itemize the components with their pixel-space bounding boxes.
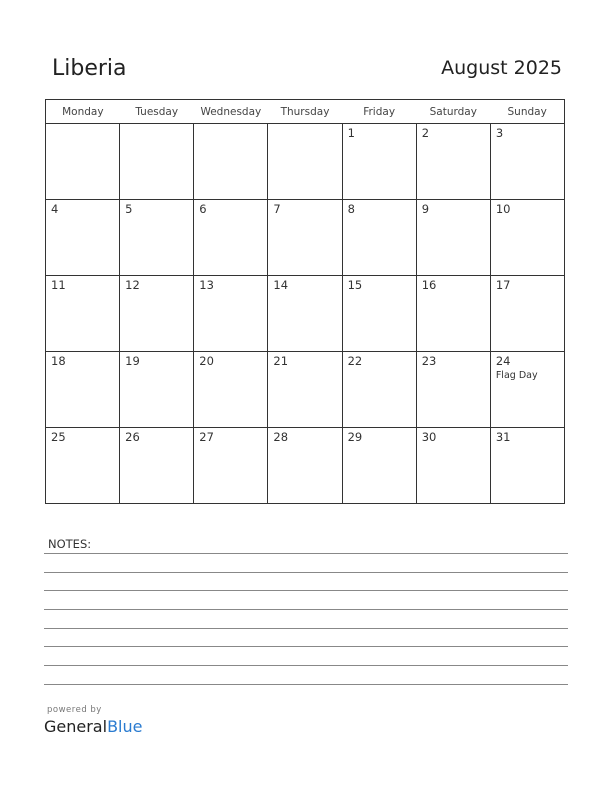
day-number: 31 [495,430,511,444]
week-row [46,124,565,200]
day-number: 21 [273,354,289,368]
day-number: 14 [273,278,289,292]
day-cell [416,200,490,276]
day-number: 19 [125,354,140,368]
day-cell [268,200,342,276]
day-cell [194,352,268,428]
note-line [44,646,568,647]
day-number: 24 [495,354,511,368]
weekday-header-row [46,100,565,124]
note-line [44,628,568,629]
day-number: 2 [421,126,430,140]
week-row [46,428,565,504]
powered-by-text: powered by [47,705,102,715]
note-line [44,590,568,591]
day-number: 10 [495,202,511,216]
day-cell [268,276,342,352]
day-cell [46,428,120,504]
day-cell [120,200,194,276]
note-line [44,553,568,554]
day-number: 11 [51,278,66,292]
day-number: 4 [51,202,59,216]
day-number: 30 [421,430,437,444]
day-number: 23 [421,354,437,368]
brand-blue: Blue [107,717,143,736]
day-number: 16 [421,278,437,292]
weekday-header: Monday [46,100,120,124]
weekday-header: Wednesday [194,100,268,124]
day-cell [416,352,490,428]
day-number: 15 [347,278,363,292]
day-number: 25 [51,430,66,444]
day-cell [120,428,194,504]
day-cell [416,428,490,504]
day-number: 13 [199,278,214,292]
brand-general: General [44,717,108,736]
weekday-header: Saturday [416,100,490,124]
note-line [44,609,568,610]
weekday-header: Thursday [268,100,342,124]
day-cell [490,428,564,504]
day-cell [490,276,564,352]
day-number: 20 [199,354,214,368]
day-number: 18 [51,354,66,368]
day-number: 27 [199,430,214,444]
weekday-header: Friday [342,100,416,124]
day-cell [268,352,342,428]
day-cell [46,200,120,276]
month-year-title: August 2025 [441,57,562,79]
day-cell [120,124,194,200]
day-cell [342,276,416,352]
day-number: 29 [347,430,363,444]
day-cell [46,276,120,352]
day-cell [194,124,268,200]
day-cell [194,200,268,276]
day-cell [120,276,194,352]
holiday-label: Flag Day [495,370,538,381]
day-cell [490,200,564,276]
country-title: Liberia [52,56,127,81]
calendar-grid [45,99,565,504]
week-row [46,276,565,352]
notes-label: NOTES: [48,537,92,551]
generalblue-logo[interactable] [44,717,142,736]
day-cell [194,428,268,504]
day-number: 28 [273,430,289,444]
note-line [44,665,568,666]
day-number: 6 [199,202,207,216]
day-number: 9 [421,202,430,216]
day-cell [46,124,120,200]
day-cell [120,352,194,428]
day-number: 12 [125,278,140,292]
day-number: 8 [347,202,355,216]
day-cell [342,352,416,428]
day-cell [268,428,342,504]
day-number: 26 [125,430,140,444]
day-cell [194,276,268,352]
day-cell [342,200,416,276]
day-cell [416,276,490,352]
week-row [46,352,565,428]
day-cell [342,124,416,200]
weekday-header: Tuesday [120,100,194,124]
day-number: 1 [347,126,355,140]
day-number: 17 [495,278,511,292]
day-number: 5 [125,202,133,216]
day-cell-holiday [490,352,564,428]
weekday-header: Sunday [490,100,564,124]
note-line [44,684,568,685]
day-number: 3 [495,126,504,140]
day-cell [46,352,120,428]
day-cell [268,124,342,200]
day-cell [416,124,490,200]
day-number: 22 [347,354,363,368]
day-cell [342,428,416,504]
day-number: 7 [273,202,281,216]
day-cell [490,124,564,200]
week-row [46,200,565,276]
note-line [44,572,568,573]
